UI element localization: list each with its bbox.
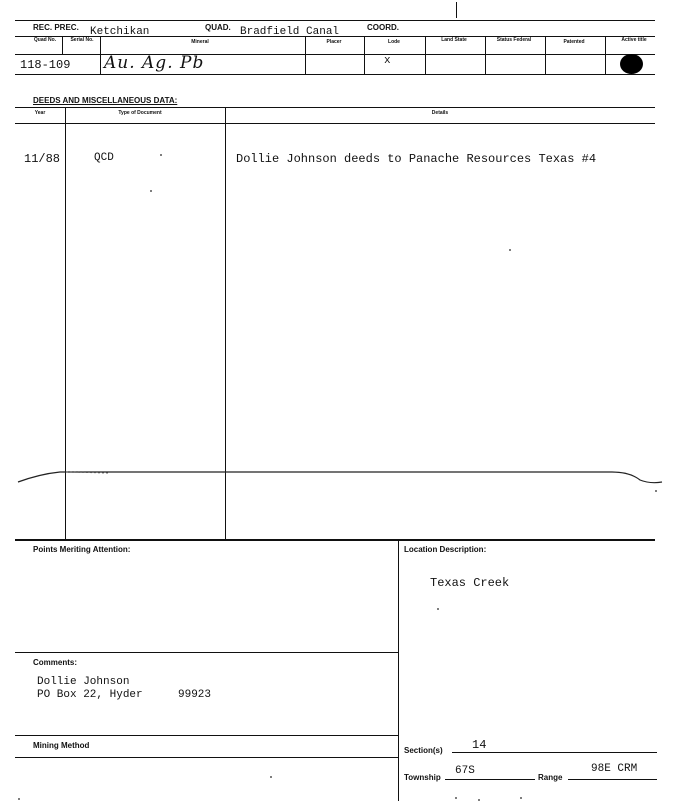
township-value: 67S	[455, 765, 475, 777]
deeds-col-details: Details	[431, 110, 449, 116]
top-rule	[15, 20, 655, 21]
deed-year: 11/88	[24, 152, 61, 166]
section-label: Section(s)	[404, 746, 443, 755]
points-label: Points Meriting Attention:	[33, 545, 131, 554]
speck	[270, 776, 272, 778]
col-quad-no: Quad No.	[33, 37, 57, 43]
hdr-div-1	[62, 36, 63, 54]
lower-divider	[398, 539, 399, 801]
quad-label: QUAD.	[205, 23, 231, 32]
speck	[655, 490, 657, 492]
lode-mark: x	[384, 55, 391, 67]
speck	[160, 154, 162, 156]
rec-prec-value: Ketchikan	[90, 26, 150, 38]
mining-rule-bottom	[15, 757, 398, 758]
torn-line	[0, 462, 678, 492]
speck	[478, 799, 480, 801]
mining-method-label: Mining Method	[33, 741, 90, 750]
active-title-dot	[620, 54, 643, 74]
location-value: Texas Creek	[430, 576, 510, 590]
hdr-div-7	[545, 36, 546, 74]
hdr-div-8	[605, 36, 606, 74]
top-tick	[456, 2, 457, 18]
deeds-bottom-rule	[15, 539, 655, 541]
section-underline	[452, 752, 657, 753]
comments-rule	[15, 652, 398, 653]
hdr-div-5	[425, 36, 426, 74]
speck	[520, 797, 522, 799]
hdr-div-2	[100, 36, 101, 74]
col-status-federal: Status Federal	[496, 37, 532, 43]
deeds-rule-2	[15, 123, 655, 124]
range-label: Range	[538, 773, 563, 782]
deeds-section-title: DEEDS AND MISCELLANEOUS DATA:	[33, 96, 178, 105]
speck	[455, 797, 457, 799]
coord-label: COORD.	[367, 23, 399, 32]
quad-no-value: 118-109	[20, 58, 71, 72]
comments-zip: 99923	[178, 689, 212, 701]
comments-line-1: Dollie Johnson	[37, 676, 130, 688]
speck	[18, 798, 20, 800]
township-label: Township	[404, 773, 441, 782]
range-value: 98E CRM	[591, 763, 638, 775]
speck	[437, 608, 439, 610]
comments-label: Comments:	[33, 658, 78, 667]
mineral-handwritten: Au. Ag. Pb	[104, 53, 205, 73]
deed-details: Dollie Johnson deeds to Panache Resources Texas #4	[236, 152, 597, 166]
comments-line-2: PO Box 22, Hyder	[37, 689, 143, 701]
speck	[509, 249, 511, 251]
hdr-div-4	[364, 36, 365, 74]
deeds-rule-1	[15, 107, 655, 108]
quad-value: Bradfield Canal	[240, 26, 340, 38]
hdr-div-6	[485, 36, 486, 74]
col-mineral: Mineral	[191, 39, 209, 45]
deeds-col-type: Type of Document	[118, 110, 162, 116]
deeds-col-year: Year	[34, 110, 46, 116]
deed-type: QCD	[94, 152, 114, 164]
col-placer: Placer	[326, 39, 342, 45]
col-patented: Patented	[563, 39, 585, 45]
hdr-div-3	[305, 36, 306, 74]
section-value: 14	[472, 738, 487, 752]
col-serial-no: Serial No.	[70, 37, 94, 43]
col-land-state: Land State	[441, 37, 467, 43]
header-rule-4	[15, 74, 655, 75]
speck	[150, 190, 152, 192]
col-active-title: Active title	[621, 37, 647, 43]
location-label: Location Description:	[404, 545, 487, 554]
header-rule-2	[15, 36, 655, 37]
rec-prec-label: REC. PREC.	[33, 23, 79, 32]
township-underline	[445, 779, 535, 780]
mining-rule	[15, 735, 398, 736]
range-underline	[568, 779, 657, 780]
col-lode: Lode	[388, 39, 400, 45]
